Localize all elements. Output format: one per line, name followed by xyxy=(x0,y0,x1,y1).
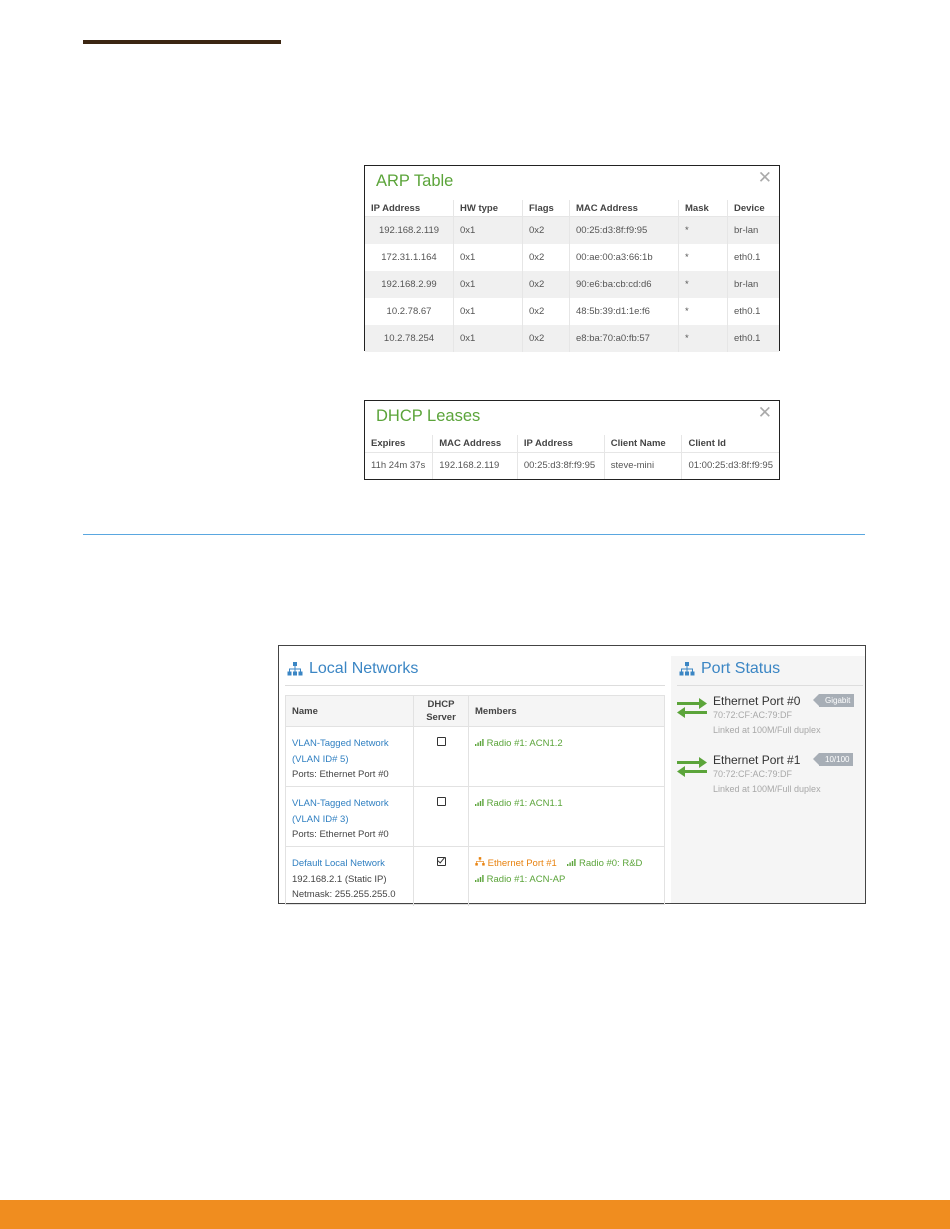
device-cell: br-lan xyxy=(734,278,759,290)
device-cell: eth0.1 xyxy=(734,305,761,317)
mask-cell: * xyxy=(679,271,728,298)
member-label: Radio #1: ACN1.1 xyxy=(486,798,563,809)
dhcp-server-cell xyxy=(414,847,469,907)
column-header-name: Name xyxy=(286,696,414,727)
mask-cell: * xyxy=(679,244,728,271)
hw-type-cell: 0x1 xyxy=(454,325,523,352)
mac-address-cell: e8:ba:70:a0:fb:57 xyxy=(570,325,679,352)
column-header[interactable]: Client Name xyxy=(604,435,682,452)
speed-badge: 10/100 xyxy=(819,753,853,766)
dhcp-leases-panel xyxy=(364,400,780,480)
arp-table-title: ARP Table xyxy=(376,172,454,190)
column-header-members: Members xyxy=(469,696,665,727)
close-icon[interactable]: ✕ xyxy=(757,403,772,422)
dhcp-server-cell xyxy=(414,787,469,847)
port-mac: 70:72:CF:AC:79:DF xyxy=(713,769,793,779)
port-status-panel xyxy=(671,656,865,903)
port-status-title: Port Status xyxy=(701,660,781,677)
close-icon[interactable]: ✕ xyxy=(757,168,772,187)
header-rule xyxy=(83,40,281,44)
ip-address-cell: 192.168.2.99 xyxy=(365,271,454,298)
dhcp-header-line2: Server xyxy=(426,712,456,723)
radio-member[interactable] xyxy=(475,738,563,749)
device-cell: eth0.1 xyxy=(734,251,761,263)
client-name-cell: steve-mini xyxy=(604,452,682,479)
port-link-arrows-icon xyxy=(677,757,707,777)
section-divider xyxy=(83,534,865,535)
signal-icon xyxy=(567,859,576,866)
mac-address-cell: 90:e6:ba:cb:cd:d6 xyxy=(570,271,679,298)
members-cell xyxy=(469,727,665,787)
local-networks-panel xyxy=(278,645,866,904)
arp-table-panel xyxy=(364,165,780,351)
members-cell xyxy=(469,787,665,847)
radio-member[interactable] xyxy=(567,858,642,869)
network-ports: Ports: Ethernet Port #0 xyxy=(292,769,389,780)
network-netmask: Netmask: 255.255.255.0 xyxy=(292,889,396,900)
member-label: Ethernet Port #1 xyxy=(487,858,557,869)
dhcp-leases-table xyxy=(365,435,779,479)
mac-address-cell: 00:25:d3:8f:f9:95 xyxy=(570,217,679,244)
column-header[interactable]: Device xyxy=(728,200,780,217)
column-header[interactable]: MAC Address xyxy=(433,435,518,452)
table-row xyxy=(365,325,779,352)
network-link[interactable]: VLAN-Tagged Network xyxy=(292,738,389,749)
member-label: Radio #0: R&D xyxy=(579,858,643,869)
local-networks-header xyxy=(287,660,418,678)
column-header[interactable]: Client Id xyxy=(682,435,779,452)
ip-address-cell: 10.2.78.67 xyxy=(365,298,454,325)
port-status-header xyxy=(679,660,780,678)
column-header[interactable]: Expires xyxy=(365,435,433,452)
client-id-cell: 01:00:25:d3:8f:f9:95 xyxy=(688,460,773,472)
hw-type-cell: 0x1 xyxy=(454,271,523,298)
member-label: Radio #1: ACN1.2 xyxy=(486,738,563,749)
dhcp-leases-title: DHCP Leases xyxy=(376,407,481,425)
mask-cell: * xyxy=(679,217,728,244)
network-icon xyxy=(679,662,695,676)
column-header[interactable]: Flags xyxy=(523,200,570,217)
table-row xyxy=(365,298,779,325)
column-header[interactable]: IP Address xyxy=(517,435,604,452)
ip-address-cell: 192.168.2.119 xyxy=(365,217,454,244)
members-cell xyxy=(469,847,665,907)
table-row xyxy=(286,727,664,787)
ip-address-cell: 00:25:d3:8f:f9:95 xyxy=(517,452,604,479)
member-label: Radio #1: ACN-AP xyxy=(486,873,566,885)
speed-badge: Gigabit xyxy=(819,694,854,707)
column-header[interactable]: HW type xyxy=(454,200,523,217)
divider xyxy=(677,685,863,686)
column-header-dhcp-server xyxy=(414,696,469,727)
network-vlan-link[interactable]: (VLAN ID# 3) xyxy=(292,813,349,825)
port-link-arrows-icon xyxy=(677,698,707,718)
table-row xyxy=(365,217,779,244)
expires-cell: 11h 24m 37s xyxy=(365,452,433,479)
network-ip: 192.168.2.1 (Static IP) xyxy=(292,873,387,885)
flags-cell: 0x2 xyxy=(523,271,570,298)
divider xyxy=(285,685,665,686)
network-name-cell xyxy=(286,787,414,847)
network-name-cell xyxy=(286,727,414,787)
mask-cell: * xyxy=(679,325,728,352)
mask-cell: * xyxy=(679,298,728,325)
hw-type-cell: 0x1 xyxy=(454,217,523,244)
flags-cell: 0x2 xyxy=(523,325,570,352)
table-row xyxy=(286,847,664,907)
network-link[interactable]: Default Local Network xyxy=(292,858,385,869)
hw-type-cell: 0x1 xyxy=(454,244,523,271)
table-row xyxy=(365,271,779,298)
dhcp-server-checkbox[interactable] xyxy=(437,797,446,806)
mac-address-cell: 192.168.2.119 xyxy=(433,452,518,479)
flags-cell: 0x2 xyxy=(523,217,570,244)
local-networks-title: Local Networks xyxy=(309,660,419,677)
footer-band xyxy=(0,1200,950,1229)
port-name: Ethernet Port #0 xyxy=(713,694,801,708)
table-row xyxy=(286,787,664,847)
dhcp-server-checkbox[interactable] xyxy=(437,737,446,746)
arp-table xyxy=(365,200,779,352)
mac-address-cell: 00:ae:00:a3:66:1b xyxy=(570,244,679,271)
dhcp-header-line1: DHCP xyxy=(427,699,455,710)
ethernet-member[interactable] xyxy=(475,858,559,869)
port-link-status: Linked at 100M/Full duplex xyxy=(713,725,821,735)
column-header[interactable]: IP Address xyxy=(365,200,454,217)
dhcp-server-checkbox[interactable] xyxy=(437,857,446,866)
device-cell: eth0.1 xyxy=(734,332,761,344)
network-icon xyxy=(475,857,485,866)
signal-icon xyxy=(475,739,484,746)
network-link[interactable]: VLAN-Tagged Network xyxy=(292,798,389,809)
network-icon xyxy=(287,662,303,676)
radio-member[interactable] xyxy=(475,874,565,885)
column-header[interactable]: Mask xyxy=(679,200,728,217)
table-row xyxy=(365,452,779,479)
dhcp-server-cell xyxy=(414,727,469,787)
ip-address-cell: 172.31.1.164 xyxy=(365,244,454,271)
mac-address-cell: 48:5b:39:d1:1e:f6 xyxy=(570,298,679,325)
network-name-cell xyxy=(286,847,414,907)
column-header[interactable]: MAC Address xyxy=(570,200,679,217)
port-name: Ethernet Port #1 xyxy=(713,753,801,767)
device-cell: br-lan xyxy=(734,224,759,236)
port-link-status: Linked at 100M/Full duplex xyxy=(713,784,821,794)
hw-type-cell: 0x1 xyxy=(454,298,523,325)
flags-cell: 0x2 xyxy=(523,298,570,325)
network-ports: Ports: Ethernet Port #0 xyxy=(292,829,389,840)
signal-icon xyxy=(475,875,484,882)
table-row xyxy=(365,244,779,271)
local-networks-table xyxy=(285,695,665,905)
flags-cell: 0x2 xyxy=(523,244,570,271)
ip-address-cell: 10.2.78.254 xyxy=(365,325,454,352)
port-mac: 70:72:CF:AC:79:DF xyxy=(713,710,793,720)
signal-icon xyxy=(475,799,484,806)
radio-member[interactable] xyxy=(475,798,563,809)
network-vlan-link[interactable]: (VLAN ID# 5) xyxy=(292,753,349,765)
